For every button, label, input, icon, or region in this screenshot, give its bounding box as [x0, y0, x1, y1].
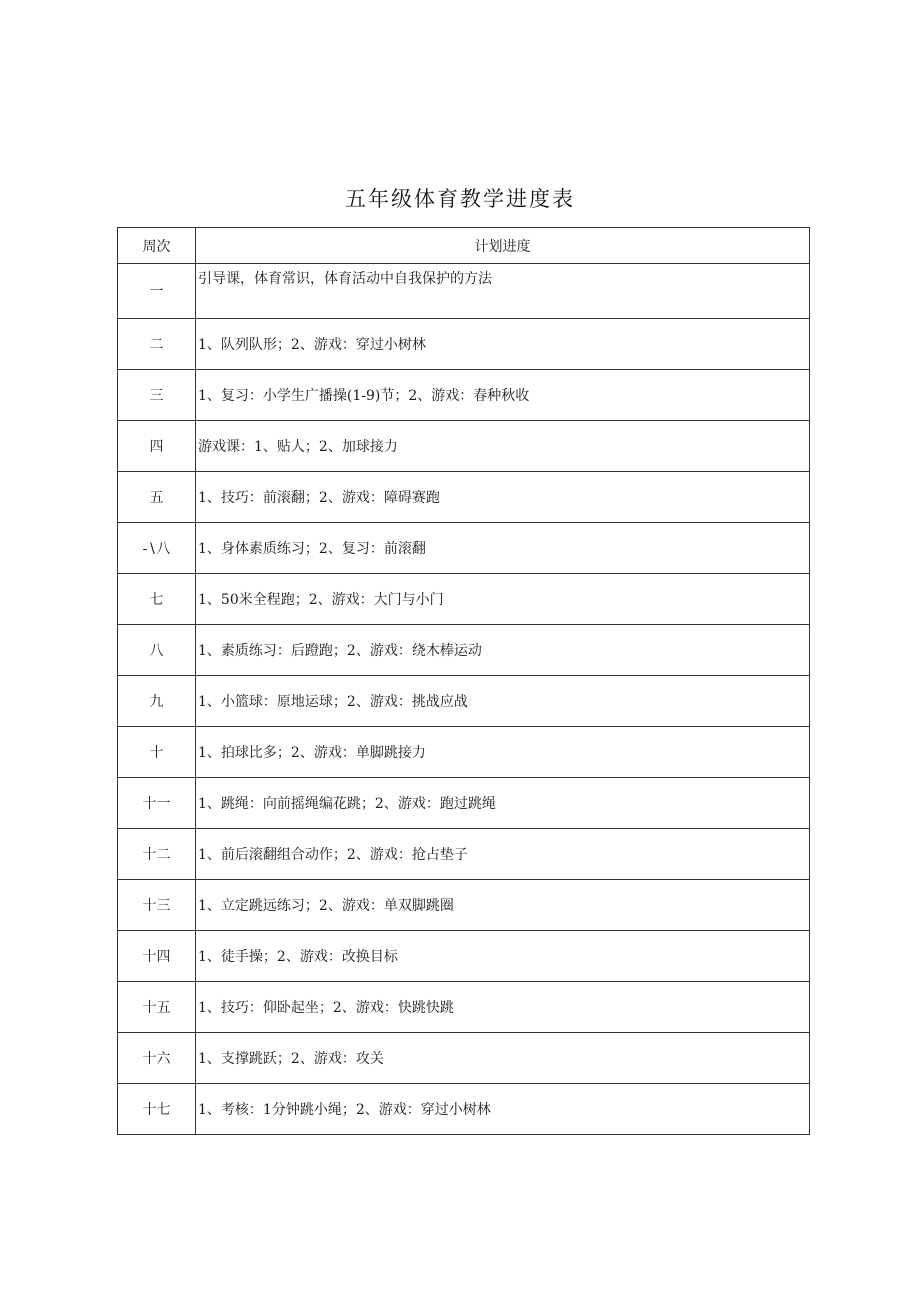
plan-cell: 1、跳绳：向前摇绳编花跳；2、游戏：跑过跳绳	[196, 778, 810, 829]
week-cell: 八	[118, 625, 196, 676]
table-row	[118, 370, 810, 421]
column-header-week: 周次	[118, 228, 196, 264]
plan-cell: 1、支撑跳跃；2、游戏：攻关	[196, 1033, 810, 1084]
plan-cell: 游戏课：1、贴人；2、加球接力	[196, 421, 810, 472]
plan-cell: 1、复习：小学生广播操(1-9)节；2、游戏：春种秋收	[196, 370, 810, 421]
table-row	[118, 625, 810, 676]
plan-cell: 1、50米全程跑；2、游戏：大门与小门	[196, 574, 810, 625]
plan-cell: 1、素质练习：后蹬跑；2、游戏：绕木棒运动	[196, 625, 810, 676]
plan-cell: 1、小篮球：原地运球；2、游戏：挑战应战	[196, 676, 810, 727]
week-cell: 十四	[118, 931, 196, 982]
plan-cell: 1、立定跳远练习；2、游戏：单双脚跳圈	[196, 880, 810, 931]
week-cell: -∖八	[118, 523, 196, 574]
week-cell: 十	[118, 727, 196, 778]
table-row	[118, 931, 810, 982]
column-header-plan: 计划进度	[196, 228, 810, 264]
week-cell: 九	[118, 676, 196, 727]
plan-cell: 1、队列队形；2、游戏：穿过小树林	[196, 319, 810, 370]
table-row	[118, 1084, 810, 1135]
table-row	[118, 727, 810, 778]
table-row	[118, 676, 810, 727]
table-row	[118, 472, 810, 523]
plan-cell: 引导课，体育常识，体育活动中自我保护的方法	[196, 264, 810, 319]
plan-cell: 1、拍球比多；2、游戏：单脚跳接力	[196, 727, 810, 778]
week-cell: 十一	[118, 778, 196, 829]
week-cell: 四	[118, 421, 196, 472]
plan-cell: 1、身体素质练习；2、复习：前滚翻	[196, 523, 810, 574]
week-cell: 五	[118, 472, 196, 523]
table-row	[118, 264, 810, 319]
week-cell: 十二	[118, 829, 196, 880]
table-row	[118, 778, 810, 829]
table-row	[118, 319, 810, 370]
table-row	[118, 1033, 810, 1084]
plan-cell: 1、技巧：仰卧起坐；2、游戏：快跳快跳	[196, 982, 810, 1033]
week-cell: 一	[118, 264, 196, 319]
week-cell: 十七	[118, 1084, 196, 1135]
plan-cell: 1、徒手操；2、游戏：改换目标	[196, 931, 810, 982]
page-title: 五年级体育教学进度表	[345, 187, 575, 211]
plan-cell: 1、前后滚翻组合动作；2、游戏：抢占垫子	[196, 829, 810, 880]
week-cell: 三	[118, 370, 196, 421]
plan-cell: 1、技巧：前滚翻；2、游戏：障碍赛跑	[196, 472, 810, 523]
week-cell: 七	[118, 574, 196, 625]
table-row	[118, 574, 810, 625]
week-cell: 十六	[118, 1033, 196, 1084]
table-row	[118, 523, 810, 574]
table-row	[118, 880, 810, 931]
table-row	[118, 829, 810, 880]
table-header-row	[118, 228, 810, 264]
week-cell: 十五	[118, 982, 196, 1033]
week-cell: 二	[118, 319, 196, 370]
schedule-table	[117, 227, 810, 1135]
week-cell: 十三	[118, 880, 196, 931]
table-row	[118, 982, 810, 1033]
table-row	[118, 421, 810, 472]
plan-cell: 1、考核：1分钟跳小绳；2、游戏：穿过小树林	[196, 1084, 810, 1135]
